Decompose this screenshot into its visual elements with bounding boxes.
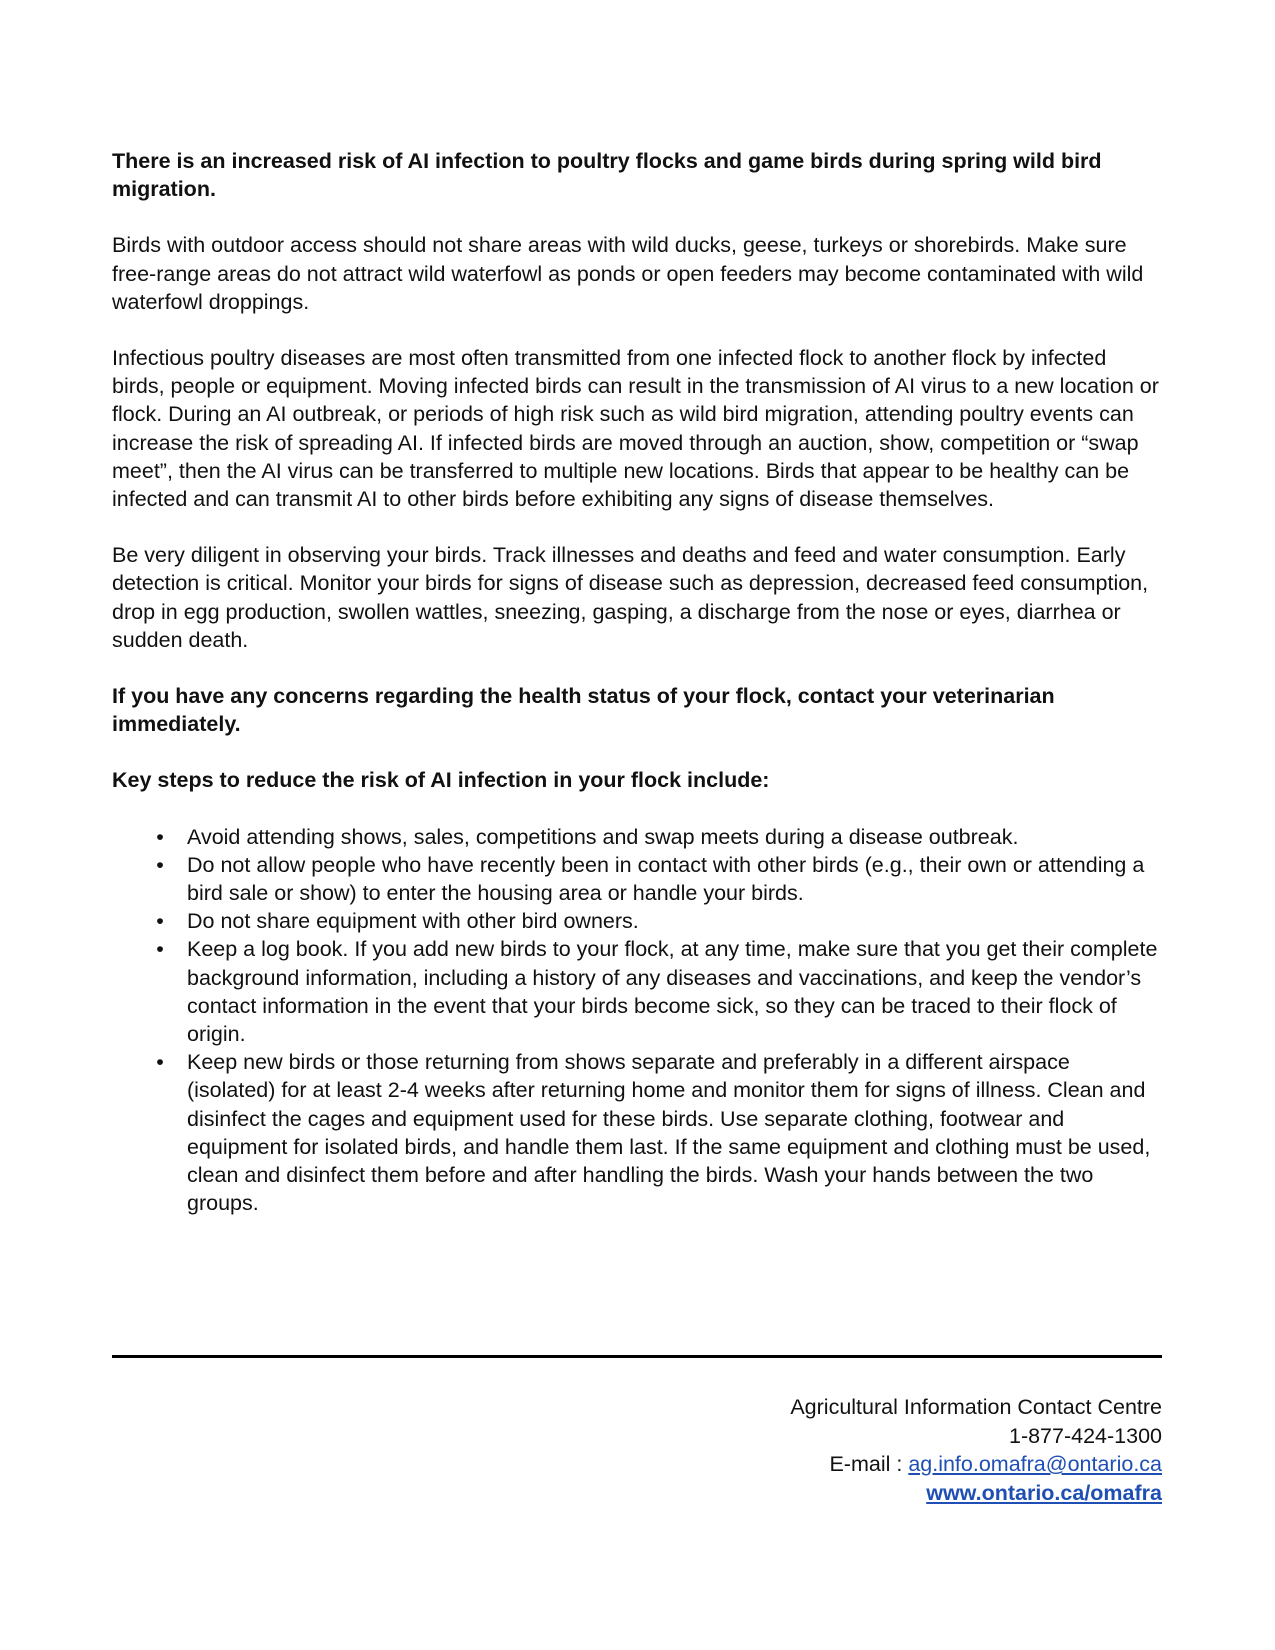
email-label: E-mail :	[829, 1452, 909, 1476]
list-item	[156, 935, 1162, 1048]
list-item	[156, 823, 1162, 851]
bullet-icon: •	[156, 852, 164, 877]
contact-centre-name: Agricultural Information Contact Centre	[790, 1395, 1162, 1419]
list-item-text: Keep new birds or those returning from shows separate and preferably in a different airspace (isolated) for at least 2-4 weeks after returning home and monitor them for signs of illness. Clean and disinfect the cages and equipment used for these birds. Use separate clothing, footwear and equipment for isolated birds, and handle them last. If the same equipment and clothing must be used, clean and disinfect them before and after handling the birds. Wash your hands between the two groups.	[187, 1050, 1151, 1216]
outdoor-access-paragraph: Birds with outdoor access should not share areas with wild ducks, geese, turkeys or shorebirds. Make sure free-range areas do not attract wild waterfowl as ponds or open feeders may become contaminated with wild waterfowl droppings.	[112, 233, 1144, 314]
concerns-heading: If you have any concerns regarding the health status of your flock, contact your veterinarian immediately.	[112, 684, 1055, 737]
list-item-text: Do not allow people who have recently been in contact with other birds (e.g., their own or attending a bird sale or show) to enter the housing area or handle your birds.	[187, 852, 1145, 906]
observation-paragraph: Be very diligent in observing your birds. Track illnesses and deaths and feed and water consumption. Early detection is critical. Monitor your birds for signs of disease such as depression, decreased feed consumption, drop in egg production, swollen wattles, sneezing, gasping, a discharge from the nose or eyes, diarrhea or sudden death.	[112, 543, 1149, 652]
website-link[interactable]: www.ontario.ca/omafra	[926, 1480, 1162, 1505]
contact-block	[790, 1393, 1162, 1507]
key-steps-heading: Key steps to reduce the risk of AI infection in your flock include:	[112, 768, 770, 793]
list-item	[156, 1048, 1162, 1217]
risk-heading: There is an increased risk of AI infection to poultry flocks and game birds during spring wild bird migration.	[112, 149, 1102, 202]
list-item-text: Keep a log book. If you add new birds to your flock, at any time, make sure that you get their complete background information, including a history of any diseases and vaccinations, and keep the vendor’s contact information in the event that your birds become sick, so they can be traced to their flock of origin.	[187, 937, 1158, 1047]
footer-divider	[112, 1355, 1162, 1358]
key-steps-list	[112, 823, 1162, 1218]
email-link[interactable]: ag.info.omafra@ontario.ca	[908, 1452, 1162, 1476]
contact-email-line	[790, 1450, 1162, 1479]
transmission-paragraph: Infectious poultry diseases are most often transmitted from one infected flock to another flock by infected birds, people or equipment. Moving infected birds can result in the transmission of AI virus to a new location or flock. During an AI outbreak, or periods of high risk such as wild bird migration, attending poultry events can increase the risk of spreading AI. If infected birds are moved through an auction, show, competition or “swap meet”, then the AI virus can be transferred to multiple new locations. Birds that appear to be healthy can be infected and can transmit AI to other birds before exhibiting any signs of disease themselves.	[112, 346, 1159, 512]
bullet-icon: •	[156, 937, 164, 962]
list-item	[156, 851, 1162, 907]
list-item-text: Do not share equipment with other bird owners.	[187, 909, 639, 934]
contact-phone: 1-877-424-1300	[1008, 1423, 1162, 1448]
bullet-icon: •	[156, 824, 164, 849]
contact-website-line	[790, 1479, 1162, 1508]
document-body	[112, 147, 1162, 1218]
list-item	[156, 907, 1162, 935]
bullet-icon: •	[156, 1050, 164, 1075]
bullet-icon: •	[156, 909, 164, 934]
list-item-text: Avoid attending shows, sales, competitions and swap meets during a disease outbreak.	[187, 824, 1019, 849]
